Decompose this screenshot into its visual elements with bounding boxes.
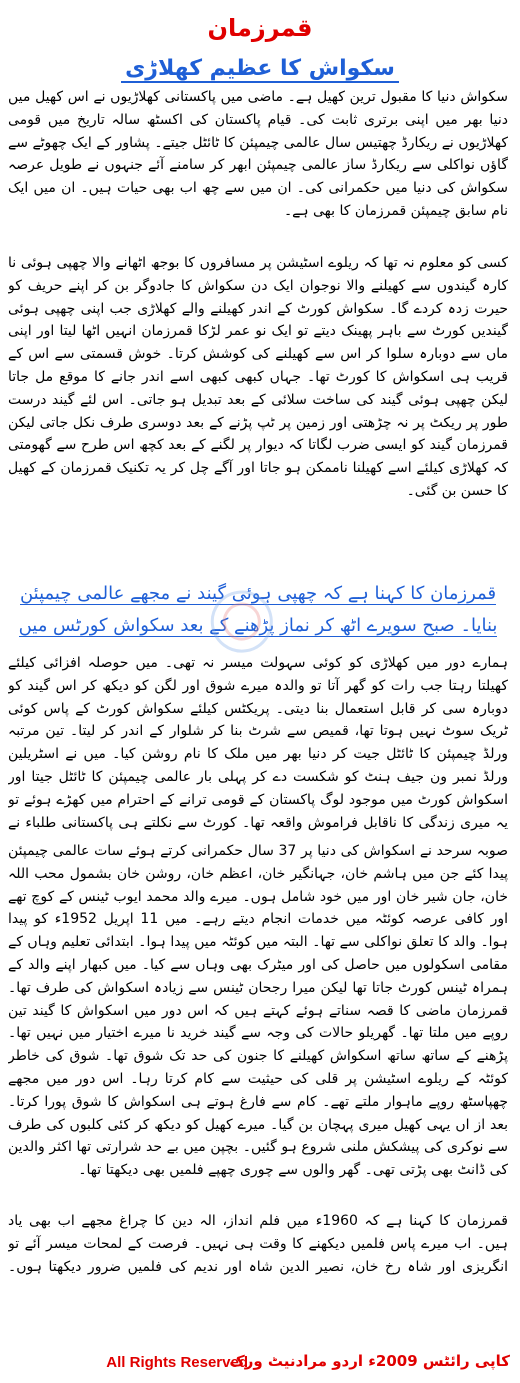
article-subtitle-text: سکواش کا عظیم کھلاڑی	[121, 56, 399, 83]
paragraph-childhood: کسی کو معلوم نہ تھا کہ ریلوے اسٹیشن پر مسافروں کا بوجھ اٹھانے والا چھپی ہوئی نا کارہ گیندوں سے کھیلنے والا نوجوان ایک دن سکواش کا جادوگر بن کر اپنے حریف کو حیرت زدہ کردے گا۔ سکواش کورٹ کے اندر کھیلنے والے کھلاڑی جب اپنی چھپی ہوئی گیندیں کورٹ سے باہر پھینک دیتے تو ایک نو عمر لڑکا قمرزمان انہیں اٹھا لیتا اور اپنی ماں سے دوبارہ سلوا کر اس سے کھیلنے کی کوشش کرتا۔ خوش قسمتی سے اس کے قریب ہی اسکواش کا کورٹ تھا۔ جہاں کبھی کبھی اسے اندر جانے کا موقع مل جاتا لیکن چھپی ہوئی گیند کی ساخت سلائی کے بعد تبدیل ہو جاتی۔ اس لئے گیند درست طور پر ریکٹ پر نہ چڑھتی اور زمین پر ٹپ پڑنے کے بعد دوسری طرف نکل جاتی لیکن قمرزمان گیند کو ایسی ضرب لگاتا کہ دیوار پر لگنے کے بعد کچھ اس طرح سے گھومتی کہ کھلاڑی کیلئے اسے کھیلنا ناممکن ہو جاتا اور آگے چل کر یہ تکنیک قمرزمان کے کھیل کا حسن بن گئی۔	[8, 255, 508, 499]
all-rights-reserved: All Rights Reserved	[106, 1354, 248, 1371]
paragraph-films: قمرزمان کا کہنا ہے کہ 1960ء میں فلم انداز، الہ دین کا چراغ مجھے اب بھی یاد ہیں۔ اب میرے پاس فلمیں دیکھنے کا وقت ہی نہیں۔ فرصت کے لمحات میسر آئے تو انگریزی اور شاہ رخ خان، نصیر الدین شاہ اور ندیم کی فلمیں ضرور دیکھتا ہوں۔	[8, 1213, 508, 1275]
paragraph-biography: صوبہ سرحد نے اسکواش کی دنیا پر 37 سال حکمرانی کرتے ہوئے سات عالمی چیمپئن پیدا کئے جن میں ہاشم خان، جہانگیر خان، اعظم خان، روشن خان بشمول محب اللہ خان، جان شیر خان اور میں خود شامل ہوں۔ میرے والد محمد ایوب ٹینس کے کوچ تھے اور کافی عرصہ کوئٹہ میں خدمات انجام دیتے رہے۔ میں 11 اپریل 1952ء کو پیدا ہوا۔ والد کا تعلق نواکلی سے تھا۔ البتہ میں کوئٹہ میں پیدا ہوا۔ ابتدائی تعلیم وہاں کے مقامی اسکولوں میں حاصل کی اور میٹرک بھی وہاں سے کیا۔ میں کبھار اپنے والد کے ہمراہ ٹینس کورٹ جاتا تھا لیکن میرا رجحان ٹینس سے زیادہ اسکواش کی طرف تھا۔ قمرزمان ماضی کا قصہ سناتے ہوئے کہتے ہیں کہ اس دور میں اسکواش کا گیند تین روپے میں ملتا تھا۔ گھریلو حالات کی وجہ سے گیند خرید نا میرے اختیار میں نہیں تھا۔ پڑھنے کے ساتھ ساتھ اسکواش کھیلنے کا جنون کی حد تک شوق تھا۔ شوق کی خاطر کوئٹہ کے ریلوے اسٹیشن پر قلی کی حیثیت سے کام کرتا رہا۔ اس دور میں مجھے چھپاسٹھ روپے ماہوار ملتے تھے۔ کام سے فارغ ہوتے ہی اسکواش کا شوق پورا کرتا۔ بعد از اں یہی کھیل میری پہچان بن گیا۔ میرے کھیل کو دیکھ کر کئی کلبوں کی طرف سے نوکری کی پیشکش ملنی شروع ہو گئیں۔ بچپن میں بے حد شرارتی تھا اکثر والدین کی ڈانٹ بھی پڑتی تھی۔ گھر والوں سے چوری چھپے فلمیں بھی دیکھتا تھا۔	[8, 843, 508, 1179]
copyright-notice: کاپی رائٹس 2009ء اردو مرادنیٹ ورک	[229, 1352, 510, 1370]
quote-practice-text: قمرزمان کا کہنا ہے کہ چھپی ہوئی گیند نے مجھے عالمی چیمپئن بنایا۔ صبح سویرے اٹھ کر نماز پڑھنے کے بعد سکواش کورٹس میں	[19, 583, 498, 644]
paragraph-intro: سکواش دنیا کا مقبول ترین کھیل ہے۔ ماضی میں پاکستانی کھلاڑیوں نے اس کھیل میں دنیا بھر میں اپنی برتری ثابت کی۔ قیام پاکستان کی اکسٹھ سالہ تاریخ میں قومی کھلاڑیوں نے ریکارڈ چھتیس سال عالمی چیمپئن کا ٹائٹل جیتے۔ پشاور کے ایک چھوٹے سے گاؤں نواکلی سے ریکارڈ ساز عالمی چیمپئن ابھر کر سامنے آئے جنہوں نے طویل عرصہ سکواش کی دنیا میں حکمرانی کی۔ ان میں سے چھ اب بھی حیات ہیں۔ ان میں ایک نام سابق چیمپئن قمرزمان کا بھی ہے۔	[8, 89, 508, 219]
quote-practice	[8, 578, 508, 644]
footer	[0, 1352, 520, 1378]
article-title: قمرزمان	[207, 14, 313, 42]
paragraph-early-career: ہمارے دور میں کھلاڑی کو کوئی سہولت میسر نہ تھی۔ میں حوصلہ افزائی کیلئے کھیلتا رہتا جب رات کو گھر آتا تو والدہ میرے شوق اور لگن کو دیکھ کر اس گیند کو دوبارہ سی کر قابل استعمال بنا دیتی۔ پریکٹس کیلئے سکواش کورٹ کے پاس کوئی ٹریک سوٹ نہیں ہوتا تھا، قمیص سے شرٹ بنا کر شلوار کے اندر کر لیتا۔ تین مرتبہ ورلڈ چیمپئن کا ٹائٹل جیت کر دنیا بھر میں ملک کا نام روشن کیا۔ میں نے اسٹریلین ورلڈ نمبر ون جیف ہنٹ کو شکست دے کر پہلی بار عالمی چیمپئن کا ٹائٹل جیتا اور اسکواش کورٹ میں موجود لوگ پاکستان کے قومی ترانے کے احترام میں کھڑے ہوئے تو یہ میری زندگی کا ناقابل فراموش واقعہ تھا۔ کورٹ سے نکلتے ہی پاکستانی طلباء نے	[8, 655, 508, 831]
article-subtitle	[0, 53, 520, 85]
